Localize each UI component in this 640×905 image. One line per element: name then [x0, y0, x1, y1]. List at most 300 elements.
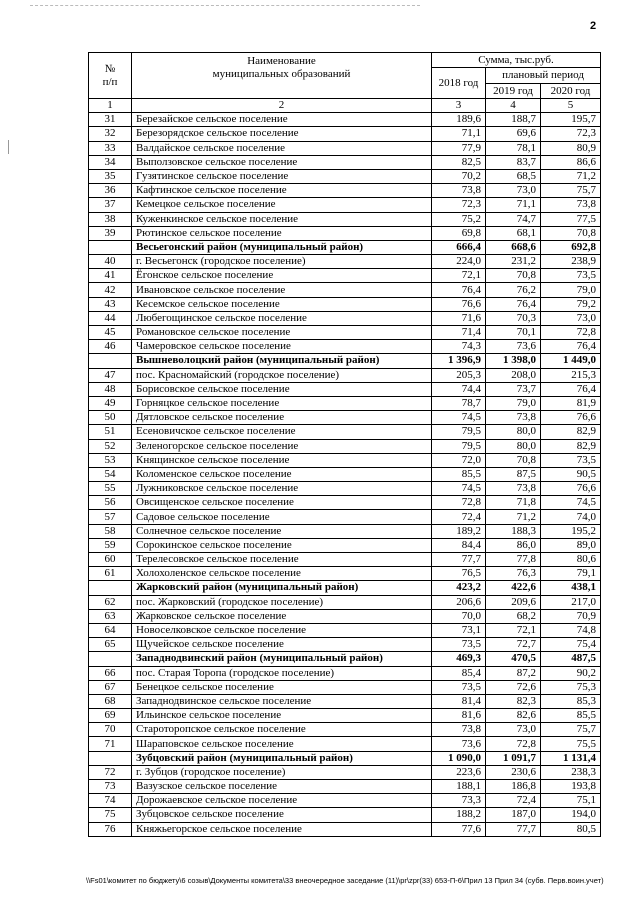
row-number: 59	[89, 538, 132, 552]
row-value-2020: 75,7	[541, 184, 601, 198]
row-value-2018: 189,2	[432, 524, 486, 538]
page-number: 2	[590, 20, 597, 32]
header-2020: 2020 год	[541, 84, 601, 99]
table-row	[89, 326, 601, 340]
row-name: Солнечное сельское поселение	[132, 524, 432, 538]
row-number: 58	[89, 524, 132, 538]
row-value-2019: 209,6	[486, 595, 541, 609]
row-value-2018: 223,6	[432, 765, 486, 779]
table-row	[89, 127, 601, 141]
header-row-1	[89, 53, 601, 68]
district-total-row	[89, 240, 601, 254]
row-name: Ильинское сельское поселение	[132, 709, 432, 723]
table-row	[89, 694, 601, 708]
district-total-row	[89, 354, 601, 368]
row-name: Княжьегорское сельское поселение	[132, 822, 432, 836]
row-value-2020: 76,4	[541, 340, 601, 354]
row-number: 60	[89, 553, 132, 567]
row-value-2019: 70,8	[486, 453, 541, 467]
row-value-2019: 1 398,0	[486, 354, 541, 368]
table-row	[89, 439, 601, 453]
row-value-2020: 77,5	[541, 212, 601, 226]
index-row	[89, 99, 601, 113]
row-value-2018: 72,0	[432, 453, 486, 467]
table-row	[89, 453, 601, 467]
row-name: Куженкинское сельское поселение	[132, 212, 432, 226]
row-number: 34	[89, 155, 132, 169]
row-value-2019: 187,0	[486, 808, 541, 822]
row-value-2019: 188,7	[486, 113, 541, 127]
row-name: Дятловское сельское поселение	[132, 411, 432, 425]
row-number	[89, 751, 132, 765]
row-value-2018: 73,8	[432, 723, 486, 737]
header-plan-period: плановый период	[486, 68, 601, 84]
row-value-2020: 217,0	[541, 595, 601, 609]
table-row	[89, 141, 601, 155]
row-number: 69	[89, 709, 132, 723]
row-number: 73	[89, 780, 132, 794]
row-name: Романовское сельское поселение	[132, 326, 432, 340]
row-name: Березорядское сельское поселение	[132, 127, 432, 141]
row-number: 47	[89, 368, 132, 382]
row-value-2018: 423,2	[432, 581, 486, 595]
row-value-2019: 71,2	[486, 510, 541, 524]
table-row	[89, 709, 601, 723]
row-value-2018: 77,9	[432, 141, 486, 155]
row-value-2018: 72,1	[432, 269, 486, 283]
row-value-2019: 70,1	[486, 326, 541, 340]
header-number: № п/п	[89, 53, 132, 99]
row-value-2020: 80,6	[541, 553, 601, 567]
row-value-2020: 79,1	[541, 567, 601, 581]
row-value-2020: 90,2	[541, 666, 601, 680]
row-value-2019: 87,2	[486, 666, 541, 680]
row-value-2018: 77,6	[432, 822, 486, 836]
table-row	[89, 411, 601, 425]
table-row	[89, 510, 601, 524]
row-value-2020: 76,6	[541, 482, 601, 496]
row-value-2019: 77,8	[486, 553, 541, 567]
row-value-2019: 72,6	[486, 680, 541, 694]
row-value-2018: 74,4	[432, 382, 486, 396]
row-value-2019: 76,4	[486, 297, 541, 311]
row-value-2019: 80,0	[486, 439, 541, 453]
row-value-2020: 73,5	[541, 269, 601, 283]
table-row	[89, 765, 601, 779]
row-value-2019: 72,1	[486, 623, 541, 637]
row-number: 49	[89, 396, 132, 410]
row-value-2018: 74,5	[432, 411, 486, 425]
table-row	[89, 113, 601, 127]
row-value-2020: 238,9	[541, 255, 601, 269]
row-value-2020: 75,1	[541, 794, 601, 808]
row-value-2020: 70,8	[541, 226, 601, 240]
row-name: Овсищенское сельское поселение	[132, 496, 432, 510]
row-name: Жарковское сельское поселение	[132, 609, 432, 623]
row-name: Выползовское сельское поселение	[132, 155, 432, 169]
row-name: Чамеровское сельское поселение	[132, 340, 432, 354]
budget-table	[88, 52, 601, 837]
table-row	[89, 737, 601, 751]
index-cell: 3	[432, 99, 486, 113]
row-name: Терелесовское сельское поселение	[132, 553, 432, 567]
table-row	[89, 638, 601, 652]
row-value-2020: 75,5	[541, 737, 601, 751]
table-row	[89, 623, 601, 637]
row-number: 46	[89, 340, 132, 354]
row-value-2019: 186,8	[486, 780, 541, 794]
row-number	[89, 581, 132, 595]
row-number: 36	[89, 184, 132, 198]
row-number: 63	[89, 609, 132, 623]
row-value-2020: 76,6	[541, 411, 601, 425]
table-row	[89, 680, 601, 694]
row-name: Кемецкое сельское поселение	[132, 198, 432, 212]
row-value-2019: 208,0	[486, 368, 541, 382]
row-name: Новоселковское сельское поселение	[132, 623, 432, 637]
table-row	[89, 311, 601, 325]
row-value-2019: 73,0	[486, 723, 541, 737]
table-row	[89, 368, 601, 382]
file-path-footer: \\Fs01\комитет по бюджету\6 созыв\Документы комитета\33 внеочередное заседание (11)\pr\zpr(33) 653-П-6\Прил 13 Прил 34 (субв. Перв.воин.учет)	[86, 876, 604, 885]
table-row	[89, 212, 601, 226]
row-value-2020: 86,6	[541, 155, 601, 169]
district-total-row	[89, 652, 601, 666]
district-total-row	[89, 581, 601, 595]
header-sum: Сумма, тыс.руб.	[432, 53, 601, 68]
row-value-2018: 189,6	[432, 113, 486, 127]
row-value-2018: 74,3	[432, 340, 486, 354]
row-name: Лужниковское сельское поселение	[132, 482, 432, 496]
table-row	[89, 482, 601, 496]
row-name: Бенецкое сельское поселение	[132, 680, 432, 694]
row-name: Борисовское сельское поселение	[132, 382, 432, 396]
row-value-2020: 75,3	[541, 680, 601, 694]
row-value-2020: 85,5	[541, 709, 601, 723]
row-value-2018: 73,6	[432, 737, 486, 751]
row-number: 33	[89, 141, 132, 155]
table-row	[89, 524, 601, 538]
row-number: 67	[89, 680, 132, 694]
table-row	[89, 794, 601, 808]
row-number: 68	[89, 694, 132, 708]
row-value-2019: 73,6	[486, 340, 541, 354]
row-number: 51	[89, 425, 132, 439]
row-value-2018: 1 090,0	[432, 751, 486, 765]
row-name: пос. Старая Торопа (городское поселение)	[132, 666, 432, 680]
row-number: 48	[89, 382, 132, 396]
row-value-2018: 78,7	[432, 396, 486, 410]
row-value-2018: 188,2	[432, 808, 486, 822]
row-value-2018: 71,4	[432, 326, 486, 340]
row-number: 54	[89, 467, 132, 481]
row-name: Весьегонский район (муниципальный район)	[132, 240, 432, 254]
row-value-2018: 70,0	[432, 609, 486, 623]
row-name: Садовое сельское поселение	[132, 510, 432, 524]
table-row	[89, 297, 601, 311]
district-total-row	[89, 751, 601, 765]
row-value-2019: 72,7	[486, 638, 541, 652]
row-value-2018: 72,3	[432, 198, 486, 212]
row-name: Кафтинское сельское поселение	[132, 184, 432, 198]
row-name: Княщинское сельское поселение	[132, 453, 432, 467]
row-name: Рютинское сельское поселение	[132, 226, 432, 240]
left-margin-mark	[8, 140, 9, 154]
row-name: Зубцовское сельское поселение	[132, 808, 432, 822]
row-number	[89, 354, 132, 368]
index-cell: 1	[89, 99, 132, 113]
row-value-2019: 70,3	[486, 311, 541, 325]
header-name: Наименование муниципальных образований	[132, 53, 432, 99]
row-number: 65	[89, 638, 132, 652]
row-value-2020: 79,2	[541, 297, 601, 311]
row-value-2019: 68,1	[486, 226, 541, 240]
row-value-2020: 90,5	[541, 467, 601, 481]
row-value-2019: 230,6	[486, 765, 541, 779]
table-row	[89, 425, 601, 439]
row-value-2020: 74,8	[541, 623, 601, 637]
row-value-2018: 224,0	[432, 255, 486, 269]
row-value-2018: 84,4	[432, 538, 486, 552]
index-cell: 2	[132, 99, 432, 113]
row-value-2018: 188,1	[432, 780, 486, 794]
table-row	[89, 822, 601, 836]
row-value-2018: 79,5	[432, 439, 486, 453]
row-value-2020: 75,4	[541, 638, 601, 652]
row-number: 71	[89, 737, 132, 751]
row-value-2019: 71,1	[486, 198, 541, 212]
row-value-2018: 85,4	[432, 666, 486, 680]
row-value-2018: 73,8	[432, 184, 486, 198]
row-value-2019: 78,1	[486, 141, 541, 155]
table-row	[89, 269, 601, 283]
row-value-2020: 81,9	[541, 396, 601, 410]
table-row	[89, 567, 601, 581]
row-number	[89, 652, 132, 666]
row-number: 61	[89, 567, 132, 581]
row-number: 72	[89, 765, 132, 779]
row-value-2019: 668,6	[486, 240, 541, 254]
row-value-2019: 231,2	[486, 255, 541, 269]
row-value-2018: 77,7	[432, 553, 486, 567]
row-value-2019: 74,7	[486, 212, 541, 226]
row-value-2019: 68,2	[486, 609, 541, 623]
row-number: 42	[89, 283, 132, 297]
row-value-2020: 79,0	[541, 283, 601, 297]
row-value-2019: 82,6	[486, 709, 541, 723]
row-value-2019: 76,3	[486, 567, 541, 581]
table-row	[89, 496, 601, 510]
row-name: Есеновичское сельское поселение	[132, 425, 432, 439]
table-row	[89, 780, 601, 794]
top-scan-line	[30, 5, 420, 6]
row-value-2019: 73,8	[486, 411, 541, 425]
row-value-2020: 195,2	[541, 524, 601, 538]
table-row	[89, 723, 601, 737]
row-name: Жарковский район (муниципальный район)	[132, 581, 432, 595]
row-number: 70	[89, 723, 132, 737]
row-value-2018: 73,1	[432, 623, 486, 637]
row-value-2018: 81,6	[432, 709, 486, 723]
table-row	[89, 340, 601, 354]
row-value-2020: 195,7	[541, 113, 601, 127]
row-value-2019: 69,6	[486, 127, 541, 141]
row-name: Вышневолоцкий район (муниципальный район)	[132, 354, 432, 368]
row-value-2019: 80,0	[486, 425, 541, 439]
row-value-2019: 72,4	[486, 794, 541, 808]
row-number: 40	[89, 255, 132, 269]
row-value-2019: 82,3	[486, 694, 541, 708]
row-name: пос. Красномайский (городское поселение)	[132, 368, 432, 382]
row-number: 35	[89, 169, 132, 183]
table-row	[89, 595, 601, 609]
row-value-2020: 74,0	[541, 510, 601, 524]
row-value-2020: 70,9	[541, 609, 601, 623]
table-row	[89, 609, 601, 623]
row-name: Шараповское сельское поселение	[132, 737, 432, 751]
row-value-2019: 77,7	[486, 822, 541, 836]
row-name: г. Зубцов (городское поселение)	[132, 765, 432, 779]
row-value-2019: 68,5	[486, 169, 541, 183]
row-number: 76	[89, 822, 132, 836]
row-value-2018: 70,2	[432, 169, 486, 183]
row-value-2018: 73,5	[432, 680, 486, 694]
row-name: Щучейское сельское поселение	[132, 638, 432, 652]
row-value-2020: 74,5	[541, 496, 601, 510]
table-row	[89, 226, 601, 240]
row-name: Западнодвинский район (муниципальный район)	[132, 652, 432, 666]
table-row	[89, 382, 601, 396]
row-name: г. Весьегонск (городское поселение)	[132, 255, 432, 269]
header-2019: 2019 год	[486, 84, 541, 99]
row-value-2018: 71,1	[432, 127, 486, 141]
row-value-2020: 85,3	[541, 694, 601, 708]
row-value-2019: 83,7	[486, 155, 541, 169]
row-value-2019: 1 091,7	[486, 751, 541, 765]
table-row	[89, 666, 601, 680]
row-name: Зеленогорское сельское поселение	[132, 439, 432, 453]
table-row	[89, 283, 601, 297]
row-name: Староторопское сельское поселение	[132, 723, 432, 737]
row-value-2019: 470,5	[486, 652, 541, 666]
row-name: Вазузское сельское поселение	[132, 780, 432, 794]
row-value-2019: 76,2	[486, 283, 541, 297]
row-number: 43	[89, 297, 132, 311]
row-name: Западнодвинское сельское поселение	[132, 694, 432, 708]
row-value-2020: 1 449,0	[541, 354, 601, 368]
index-cell: 4	[486, 99, 541, 113]
row-number: 56	[89, 496, 132, 510]
row-value-2019: 73,8	[486, 482, 541, 496]
row-value-2020: 194,0	[541, 808, 601, 822]
row-value-2019: 72,8	[486, 737, 541, 751]
row-value-2018: 81,4	[432, 694, 486, 708]
index-cell: 5	[541, 99, 601, 113]
row-value-2020: 487,5	[541, 652, 601, 666]
row-number: 44	[89, 311, 132, 325]
table-row	[89, 538, 601, 552]
row-value-2018: 666,4	[432, 240, 486, 254]
row-name: Коломенское сельское поселение	[132, 467, 432, 481]
row-value-2019: 86,0	[486, 538, 541, 552]
row-value-2018: 76,6	[432, 297, 486, 311]
row-value-2020: 82,9	[541, 425, 601, 439]
row-value-2018: 72,8	[432, 496, 486, 510]
row-name: Гузятинское сельское поселение	[132, 169, 432, 183]
table-row	[89, 169, 601, 183]
row-value-2018: 206,6	[432, 595, 486, 609]
row-name: Дорожаевское сельское поселение	[132, 794, 432, 808]
row-value-2020: 438,1	[541, 581, 601, 595]
row-name: Любегощинское сельское поселение	[132, 311, 432, 325]
row-value-2020: 73,5	[541, 453, 601, 467]
row-number: 64	[89, 623, 132, 637]
row-number: 57	[89, 510, 132, 524]
row-name: Сорокинское сельское поселение	[132, 538, 432, 552]
row-value-2018: 75,2	[432, 212, 486, 226]
row-number: 55	[89, 482, 132, 496]
table-row	[89, 553, 601, 567]
row-number: 39	[89, 226, 132, 240]
table-row	[89, 467, 601, 481]
row-value-2020: 76,4	[541, 382, 601, 396]
row-value-2020: 89,0	[541, 538, 601, 552]
row-value-2018: 76,4	[432, 283, 486, 297]
row-name: Валдайское сельское поселение	[132, 141, 432, 155]
row-number: 38	[89, 212, 132, 226]
row-number: 74	[89, 794, 132, 808]
row-number: 50	[89, 411, 132, 425]
row-value-2018: 79,5	[432, 425, 486, 439]
row-value-2018: 82,5	[432, 155, 486, 169]
row-value-2018: 69,8	[432, 226, 486, 240]
row-value-2018: 74,5	[432, 482, 486, 496]
row-name: пос. Жарковский (городское поселение)	[132, 595, 432, 609]
row-value-2018: 73,5	[432, 638, 486, 652]
row-value-2018: 205,3	[432, 368, 486, 382]
row-value-2020: 80,5	[541, 822, 601, 836]
row-value-2018: 73,3	[432, 794, 486, 808]
header-2018: 2018 год	[432, 68, 486, 99]
row-name: Березайское сельское поселение	[132, 113, 432, 127]
table-row	[89, 255, 601, 269]
row-value-2019: 73,7	[486, 382, 541, 396]
row-value-2020: 238,3	[541, 765, 601, 779]
row-value-2020: 72,8	[541, 326, 601, 340]
row-value-2019: 79,0	[486, 396, 541, 410]
row-name: Холохоленское сельское поселение	[132, 567, 432, 581]
row-value-2020: 193,8	[541, 780, 601, 794]
row-value-2018: 72,4	[432, 510, 486, 524]
row-value-2018: 469,3	[432, 652, 486, 666]
row-number: 45	[89, 326, 132, 340]
row-number: 66	[89, 666, 132, 680]
row-value-2020: 72,3	[541, 127, 601, 141]
row-value-2020: 80,9	[541, 141, 601, 155]
row-name: Ивановское сельское поселение	[132, 283, 432, 297]
row-number	[89, 240, 132, 254]
table-row	[89, 155, 601, 169]
row-value-2019: 188,3	[486, 524, 541, 538]
row-value-2020: 82,9	[541, 439, 601, 453]
row-value-2020: 75,7	[541, 723, 601, 737]
table-row	[89, 808, 601, 822]
row-number: 75	[89, 808, 132, 822]
row-value-2020: 1 131,4	[541, 751, 601, 765]
table-row	[89, 396, 601, 410]
row-name: Зубцовский район (муниципальный район)	[132, 751, 432, 765]
row-value-2019: 87,5	[486, 467, 541, 481]
